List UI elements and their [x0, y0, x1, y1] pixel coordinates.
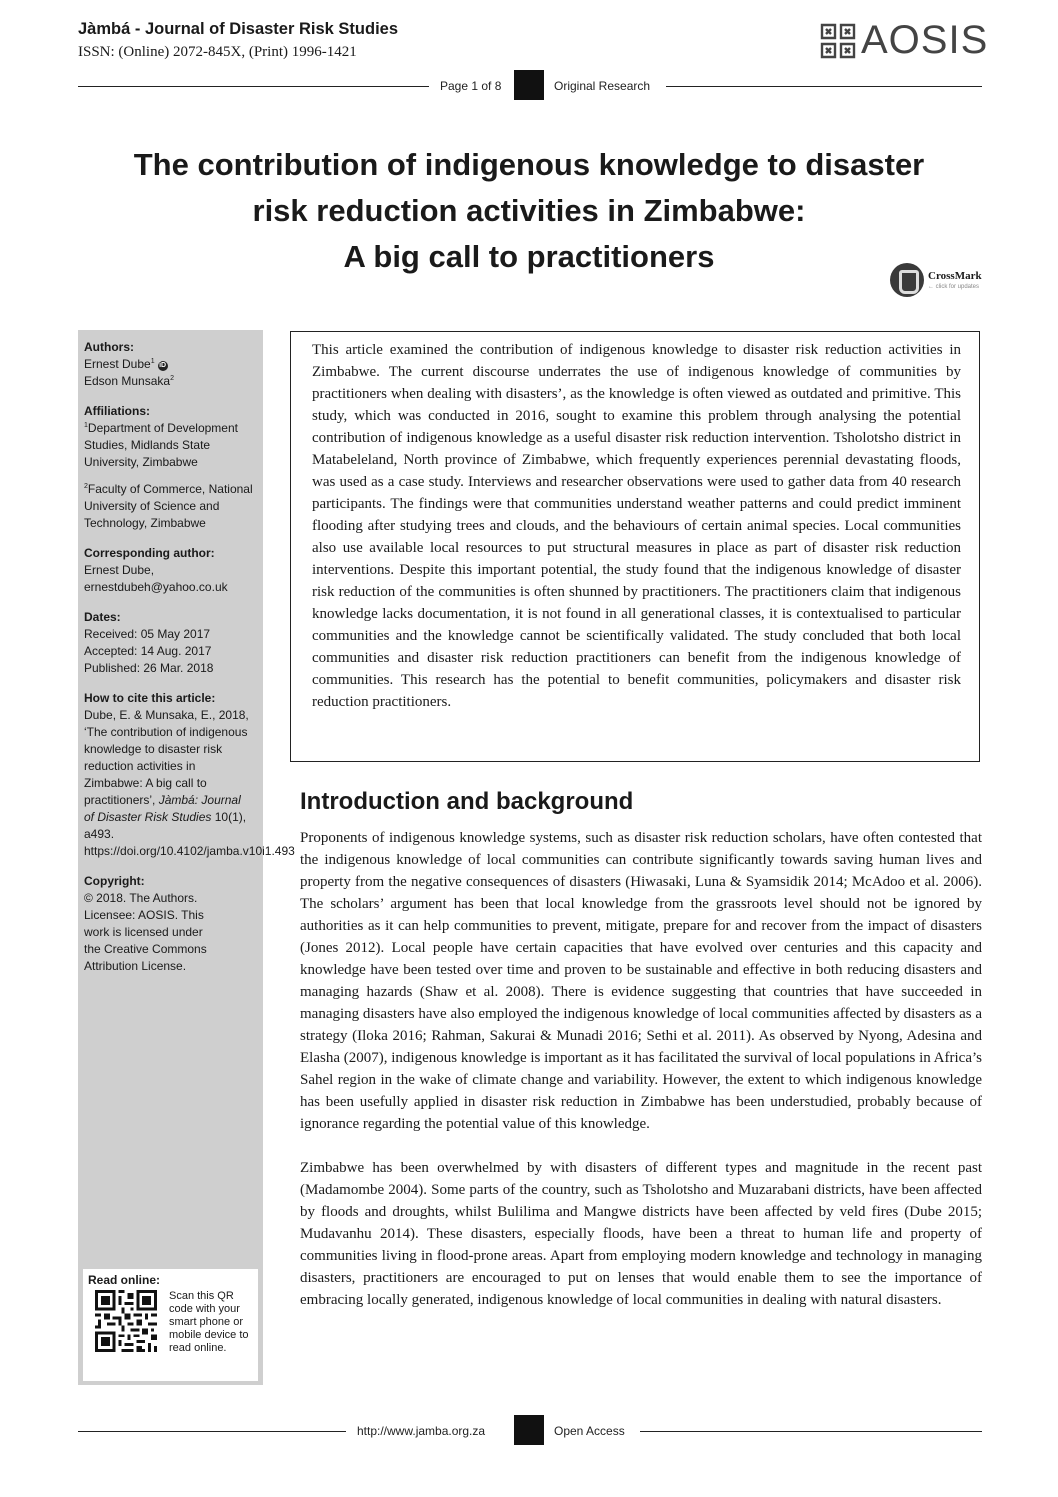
header-black-block	[514, 70, 544, 100]
date-received: Received: 05 May 2017	[84, 627, 211, 641]
crossmark-label: CrossMark	[928, 270, 982, 282]
paragraph: Proponents of indigenous knowledge systems, such as disaster risk reduction scholars, have often contested that the indigenous knowledge of local communities can contribute significantly towards saving human lives and property from the negative consequences of disasters (Hiwasaki, Luna & Syamsidik 2014; McAdoo et al. 2006). The scholars’ argument has been that local knowledge from the grassroots level should not be ignored by authorities as it can help communities to prevent, mitigate, prepare for and recover from the impact of disasters (Jones 2012). Local people have certain capacities that have evolved over centuries and this capacity and knowledge have been tested over time and proven to be sustainable and effective in both reducing disasters and managing hazards (Shaw et al. 2008). There is evidence suggesting that countries that have succeeded in managing disasters have also employed the indigenous knowledge of local communities affected by disasters as a strategy (Iloka 2016; Rahman, Sakurai & Munadi 2016; Sethi et al. 2011). As observed by Nyong, Adesina and Elasha (2007), indigenous knowledge is important as it has facilitated the survival of local populations in Africa’s Sahel region in the wake of climate change and variability. However, the extent to which indigenous knowledge has been usefully applied in disaster risk reduction in Zimbabwe has been understudied, probably because of ignorance regarding the potential value of this knowledge.	[300, 830, 982, 1132]
title-line-2: risk reduction activities in Zimbabwe:	[252, 193, 806, 228]
sidebar	[78, 330, 295, 1385]
date-accepted: Accepted: 14 Aug. 2017	[84, 644, 212, 658]
open-access-label: Open Access	[554, 1424, 625, 1438]
crossmark-icon	[890, 263, 924, 297]
citation-heading: How to cite this article:	[84, 691, 216, 705]
body-text	[300, 827, 982, 1333]
citation-text: Dube, E. & Munsaka, E., 2018, ‘The contribution of indigenous knowledge to disaster risk reduction activities in Zimbabwe: A big call to practitioners’, Jàmbá: Journal of Disaster Risk Studies 10(1), a493. https://doi.org/10.4102/jamba.v10i1.493	[84, 708, 295, 858]
authors-section	[84, 339, 262, 390]
article-type: Original Research	[554, 79, 651, 93]
title-line-3: A big call to practitioners	[343, 239, 715, 274]
corresponding-email[interactable]: ernestdubeh@yahoo.co.uk	[84, 580, 228, 594]
paragraph: Zimbabwe has been overwhelmed by with disasters of different types and magnitude in the recent past (Madamombe 2004). Some parts of the country, such as Tsholotsho and Muzarabani districts, have been affected by floods and droughts, whilst Bulilima and Mangwe districts have been affected by veld fires (Dube 2015; Mudavanhu 2014). These disasters, especially floods, have been a threat to human life and property of communities living in flood-prone areas. Apart from employing modern knowledge and technology in managing disasters, practitioners are encouraged to put on lenses that would enable them to see the importance of embracing locally generated, indigenous knowledge of local communities in dealing with natural disasters.	[300, 1160, 982, 1308]
crossmark-sub: ← click for updates	[928, 284, 980, 290]
journal-title: Jàmbá - Journal of Disaster Risk Studies	[78, 20, 399, 38]
publisher-logo[interactable]	[819, 18, 989, 62]
dates-section	[84, 609, 262, 677]
author-1: Ernest Dube$^1$iD	[84, 357, 167, 371]
date-published: Published: 26 Mar. 2018	[84, 661, 214, 675]
doi-link[interactable]: 10(1), a493. https://doi.org/10.4102/jamba.v10i1.493	[84, 810, 295, 858]
read-online-box	[83, 1269, 258, 1381]
abstract-box	[290, 331, 980, 762]
dates-heading: Dates:	[84, 610, 121, 624]
copyright-heading: Copyright:	[84, 874, 145, 888]
corresponding-name: Ernest Dube,	[84, 563, 155, 577]
affiliations-heading: Affiliations:	[84, 404, 150, 418]
read-online-heading: Read online:	[88, 1273, 161, 1287]
header-rule-right	[666, 86, 982, 87]
logo-text: AOSIS	[861, 18, 989, 62]
header-rule-left	[78, 86, 429, 87]
corresponding-heading: Corresponding author:	[84, 546, 215, 560]
affiliation-2: $^2$Faculty of Commerce, National University of Science and Technology, Zimbabwe	[84, 482, 253, 530]
footer-rule-left	[78, 1431, 346, 1432]
copyright-section	[84, 873, 262, 975]
footer-black-block	[514, 1415, 544, 1445]
orcid-icon[interactable]: iD	[159, 362, 167, 369]
crossmark-badge[interactable]	[890, 263, 982, 299]
aosis-logo-icon	[819, 22, 857, 60]
issn: ISSN: (Online) 2072-845X, (Print) 1996-1421	[78, 44, 357, 60]
copyright-text: © 2018. The Authors. Licensee: AOSIS. This work is licensed under the Creative Commons Attribution License.	[84, 891, 207, 973]
footer-url[interactable]: http://www.jamba.org.za	[357, 1424, 486, 1438]
section-heading: Introduction and background	[300, 788, 634, 815]
footer-rule-right	[640, 1431, 982, 1432]
affiliations-section	[84, 403, 262, 471]
author-2: Edson Munsaka$^2$	[84, 374, 174, 388]
citation-section	[84, 690, 295, 860]
qr-code-icon[interactable]	[95, 1290, 157, 1352]
scan-text: Scan this QR code with your smart phone or mobile device to read online.	[169, 1290, 249, 1354]
corresponding-section	[84, 545, 262, 596]
page-label: Page 1 of 8	[440, 79, 502, 93]
abstract-text: This article examined the contribution of indigenous knowledge to disaster risk reduction activities in Zimbabwe. The current discourse underrates the use of indigenous knowledge of communities by practitioners when dealing with disasters’, as the knowledge is often viewed as outdated and primitive. This study, which was conducted in 2016, sought to examine this problem through analysing the potential contribution of indigenous knowledge as a useful disaster risk reduction intervention. Tsholotsho district in Matabeleland, North province of Zimbabwe, which frequently experiences perennial devastating floods, was used as a case study. Interviews and researcher observations were used to gather data from 40 research participants. The findings were that communities understand weather patterns and could predict imminent flooding after studying trees and clouds, and the behaviours of certain animal species. Local communities also use available local resources to put structural measures in place as part of disaster risk reduction interventions. Despite this important potential, the study found that the indigenous knowledge of disaster risk reduction of the communities is often shunned by practitioners. The practitioners claim that indigenous knowledge lacks documentation, it is not found in all generational classes, it is contextualised to particular communities and the knowledge cannot be scientifically validated. The study concluded that both local communities and disaster risk reduction practitioners can benefit from the indigenous knowledge of communities. This research has the potential to benefit communities, policymakers and disaster risk reduction practitioners.	[312, 342, 961, 710]
title-line-1: The contribution of indigenous knowledge to disaster	[133, 147, 925, 182]
article-title	[80, 142, 978, 280]
affiliation-1: $^1$Department of Development Studies, Midlands State University, Zimbabwe	[84, 421, 238, 469]
authors-heading: Authors:	[84, 340, 134, 354]
